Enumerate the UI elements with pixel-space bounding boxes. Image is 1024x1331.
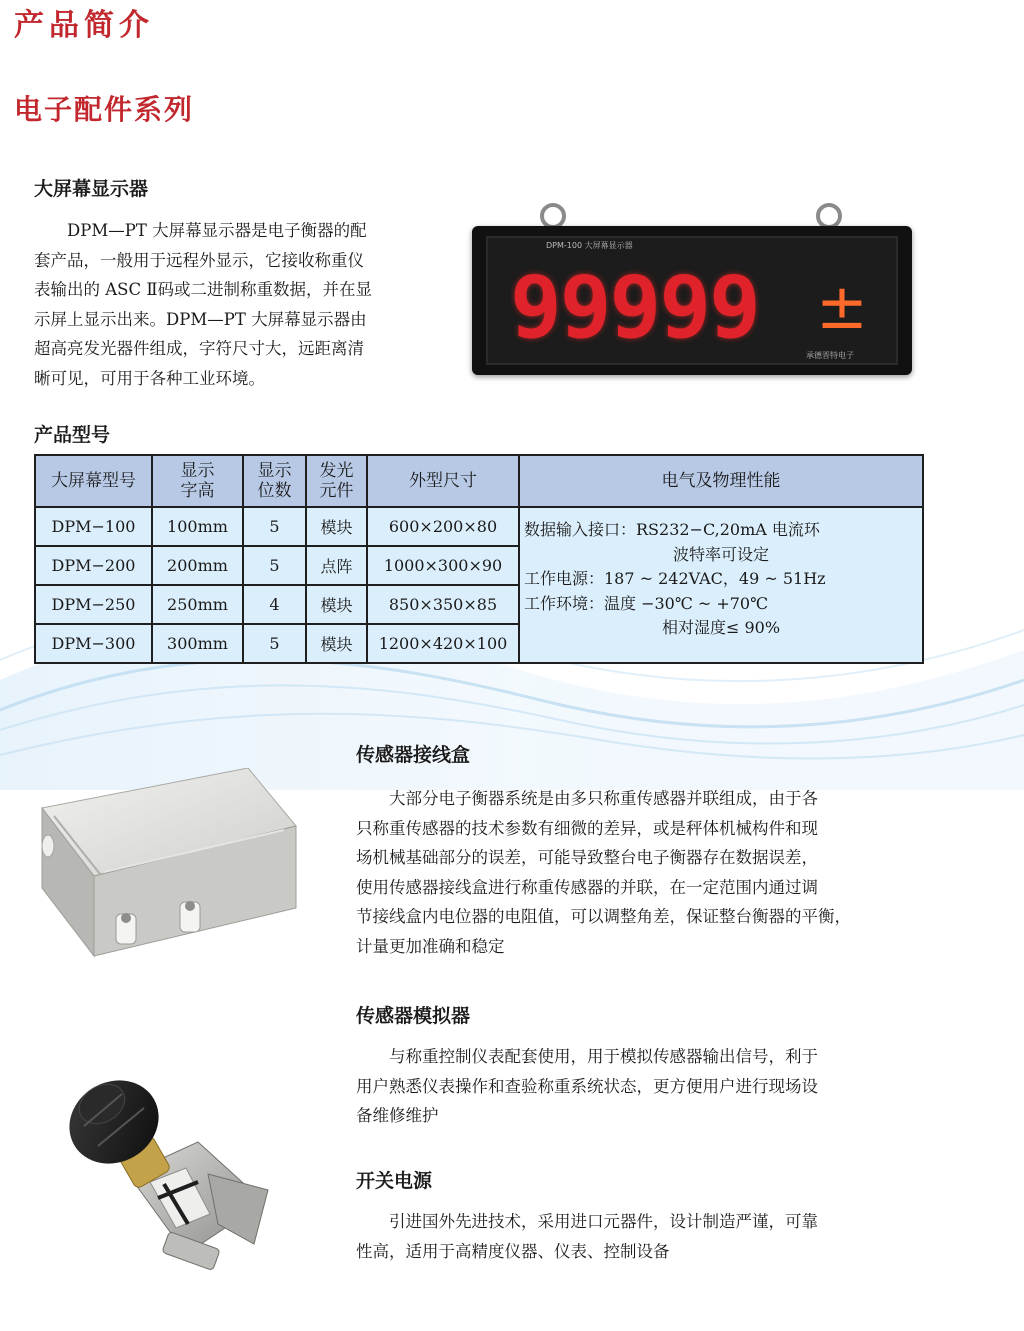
performance-line: 波特率可设定 — [672, 544, 769, 564]
display-line: 超高亮发光器件组成，字符尺寸大，远距离清 — [34, 339, 364, 359]
cell-light-element: 模块 — [306, 624, 367, 663]
led-display-image — [472, 203, 912, 375]
cell-dimensions: 600×200×80 — [367, 507, 519, 546]
cell-digits: 5 — [243, 546, 306, 585]
table-header-row — [35, 455, 923, 507]
performance-line: 工作电源：187 ~ 242VAC，49 ~ 51Hz — [524, 569, 826, 588]
junction-line: 使用传感器接线盒进行称重传感器的并联，在一定范围内通过调 — [356, 877, 818, 897]
model-table — [34, 454, 924, 664]
cell-dimensions: 1000×300×90 — [367, 546, 519, 585]
led-sign-icon: ± — [816, 270, 868, 343]
header-performance: 电气及物理性能 — [519, 455, 923, 507]
junction-line: 节接线盒内电位器的电阻值，可以调整角差，保证整台衡器的平衡， — [356, 907, 851, 927]
page-title: 产品简介 — [14, 8, 154, 43]
performance-line: 相对湿度≤ 90% — [661, 618, 781, 637]
cell-performance — [519, 507, 923, 663]
junction-section-title: 传感器接线盒 — [356, 744, 471, 766]
performance-line: 数据输入接口：RS232−C,20mA 电流环 — [524, 520, 820, 539]
header-light-element: 发光 元件 — [306, 455, 367, 507]
cell-char-height: 200mm — [152, 546, 243, 585]
cell-model: DPM−100 — [35, 507, 152, 546]
junction-description — [356, 784, 922, 962]
led-display-panel — [486, 236, 898, 365]
cell-digits: 5 — [243, 507, 306, 546]
junction-line: 大部分电子衡器系统是由多只称重传感器并联组成，由于各 — [389, 789, 818, 808]
header-dimensions: 外型尺寸 — [367, 455, 519, 507]
junction-box-image — [34, 768, 300, 960]
led-model-label: DPM-100 大屏幕显示器 — [546, 241, 633, 250]
display-section-title: 大屏幕显示器 — [34, 178, 149, 200]
display-description — [34, 216, 444, 394]
simulator-section-title: 传感器模拟器 — [356, 1005, 471, 1027]
header-model: 大屏幕型号 — [35, 455, 152, 507]
cell-dimensions: 1200×420×100 — [367, 624, 519, 663]
display-line: 示屏上显示出来。DPM—PT 大屏幕显示器由 — [34, 309, 367, 329]
cell-dimensions: 850×350×85 — [367, 585, 519, 624]
simulator-line: 用户熟悉仪表操作和查验称重系统状态，更方便用户进行现场设 — [356, 1076, 818, 1096]
cell-model: DPM−200 — [35, 546, 152, 585]
power-description — [356, 1207, 922, 1266]
simulator-line: 备维修维护 — [356, 1106, 439, 1126]
header-char-height: 显示 字高 — [152, 455, 243, 507]
cell-char-height: 300mm — [152, 624, 243, 663]
power-line: 性高，适用于高精度仪器、仪表、控制设备 — [356, 1241, 670, 1261]
category-title: 电子配件系列 — [14, 93, 195, 126]
cell-digits: 4 — [243, 585, 306, 624]
power-line: 引进国外先进技术，采用进口元器件，设计制造严谨，可靠 — [389, 1212, 818, 1231]
cell-light-element: 模块 — [306, 507, 367, 546]
model-section-title: 产品型号 — [34, 424, 111, 446]
sensor-simulator-image — [58, 1064, 278, 1278]
cell-digits: 5 — [243, 624, 306, 663]
cell-char-height: 100mm — [152, 507, 243, 546]
simulator-description — [356, 1042, 922, 1131]
led-brand-label: 承德晋特电子 — [806, 351, 854, 360]
display-line: DPM—PT 大屏幕显示器是电子衡器的配 — [67, 221, 367, 240]
table-row — [35, 507, 923, 546]
cell-light-element: 模块 — [306, 585, 367, 624]
led-digits: 99999 — [510, 258, 759, 358]
junction-line: 计量更加准确和稳定 — [356, 936, 505, 956]
display-line: 晰可见，可用于各种工业环境。 — [34, 368, 265, 388]
simulator-line: 与称重控制仪表配套使用，用于模拟传感器输出信号，利于 — [389, 1047, 818, 1066]
display-line: 套产品，一般用于远程外显示，它接收称重仪 — [34, 250, 364, 270]
junction-line: 只称重传感器的技术参数有细微的差异，或是秤体机械构件和现 — [356, 818, 818, 838]
led-display-housing — [472, 226, 912, 375]
cell-light-element: 点阵 — [306, 546, 367, 585]
cell-model: DPM−300 — [35, 624, 152, 663]
cell-model: DPM−250 — [35, 585, 152, 624]
display-line: 表输出的 ASC Ⅱ码或二进制称重数据，并在显 — [34, 280, 373, 300]
performance-line: 工作环境：温度 −30℃ ~ +70℃ — [524, 593, 768, 613]
header-digits: 显示 位数 — [243, 455, 306, 507]
power-section-title: 开关电源 — [356, 1170, 433, 1192]
cell-char-height: 250mm — [152, 585, 243, 624]
junction-line: 场机械基础部分的误差，可能导致整台电子衡器存在数据误差， — [356, 848, 818, 868]
